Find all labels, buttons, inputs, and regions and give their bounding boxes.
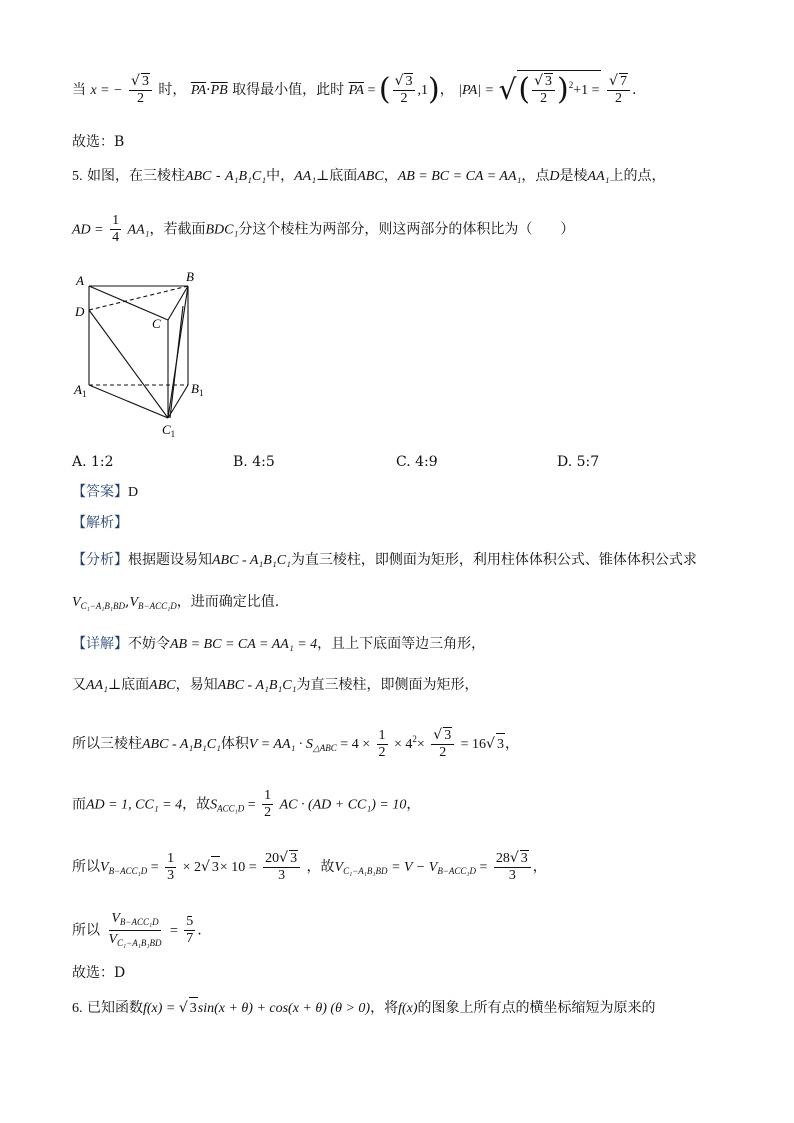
xiangjie-line: 【详解】不妨令AB = BC = CA = AA₁ = 4，且上下底面等边三角形， bbox=[72, 636, 486, 652]
label-A: A bbox=[76, 273, 84, 288]
option-a: A. 1:2 bbox=[72, 454, 114, 470]
area-line: 而AD = 1, CC₁ = 4，故$S_{ACC_1D}$ = $\frac{1}{2}$ AC · (AD + CC₁) = 10， bbox=[72, 788, 421, 820]
option-c: C. 4:9 bbox=[396, 454, 438, 470]
pyramid-volume-line: 所以$V_{B-ACC_1D}$ = $\frac{1}{3}$ × 2√ 3× 10 = $\frac{20√ 3}{3}$ ，故$V_{C_1-A_1B_1BD} = V - V_{B-ACC_1D}$ = $\frac{28√ 3}{3}$ ， bbox=[72, 850, 547, 883]
volume-line: 所以三棱柱ABC - A₁B₁C₁体积$V = AA_1 \cdot S_{\triangle ABC} = 4$ × $\frac{1}{2}$ × $4^2\times$ $\frac{√ 3}{2}$ = 16√ 3， bbox=[72, 727, 519, 760]
answer-choice-b: 故选：B bbox=[72, 134, 125, 150]
question-5-line-2: AD = $\frac{1}{4}$ AA₁，若截面BDC₁分这个棱柱为两部分，则这两部分的体积比为（ ） bbox=[72, 213, 575, 245]
fenxi-line-2: $V_{C_1-A_1B_1BD},V_{B-ACC_1D}$，进而确定比值. bbox=[72, 594, 280, 611]
label-C: C bbox=[152, 316, 161, 331]
label-B1: $B_1$ bbox=[191, 381, 204, 398]
answer-line: 【答案】D bbox=[72, 484, 139, 500]
label-A1: $A_1$ bbox=[74, 382, 87, 399]
analysis-tag: 【解析】 bbox=[72, 515, 128, 531]
answer-choice-d: 故选：D bbox=[72, 965, 126, 981]
label-C1: $C_1$ bbox=[162, 422, 176, 439]
ratio-line: 所以 $\frac{V_{B-ACC_1D}}{V_{C_1-A_1B_1BD}}$ = $\frac{5}{7}$ . bbox=[72, 911, 202, 948]
prism-figure bbox=[72, 266, 212, 441]
fenxi-line-1: 【分析】根据题设易知ABC - A₁B₁C₁为直三棱柱，即侧面为矩形，利用柱体体积公式、锥体体积公式求 bbox=[72, 552, 697, 568]
fraction: $\frac{√ 3}{2}$ bbox=[129, 73, 152, 107]
label-D: D bbox=[75, 304, 85, 319]
option-d: D. 5:7 bbox=[557, 454, 600, 470]
question-5-line-1: 5. 如图，在三棱柱ABC - A₁B₁C₁中，AA₁⊥底面ABC，AB = BC = CA = AA₁，点D是棱AA₁上的点， bbox=[72, 168, 666, 184]
option-b: B. 4:5 bbox=[233, 454, 275, 470]
solution-line-min: 当 x = − $\frac{√ 3}{2}$ 时， $\overline{PA}\cdot\overline{PB}$ 取得最小值，此时 $\overline{PA}$ = ( $\frac{√ 3}{2}$ ,1)， |PA| = √( $\frac{√ 3}{2}$ )$^2$+1 = $\frac{√ 7}{2}$ . bbox=[72, 72, 637, 107]
question-6-line-1: 6. 已知函数f(x) = √ 3sin(x + θ) + cos(x + θ) (θ > 0)，将f(x)的图象上所有点的横坐标缩短为原来的 bbox=[72, 997, 734, 1020]
prism-type-line: 又AA₁⊥底面ABC，易知ABC - A₁B₁C₁为直三棱柱，即侧面为矩形， bbox=[72, 677, 479, 693]
label-B: B bbox=[186, 269, 194, 284]
answer-tag: 【答案】 bbox=[72, 484, 128, 500]
